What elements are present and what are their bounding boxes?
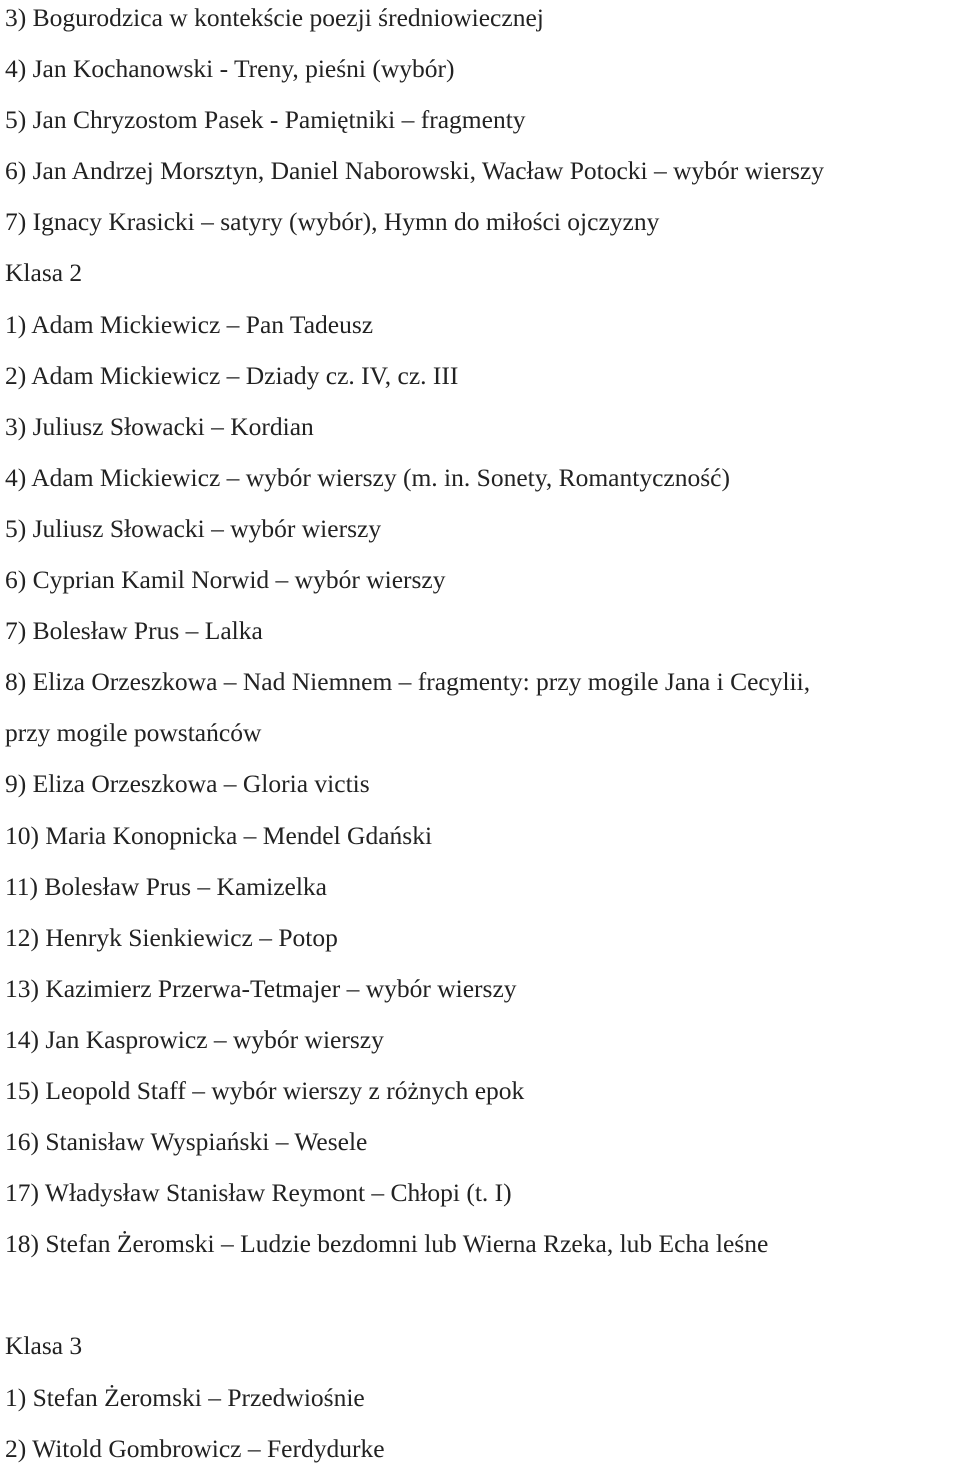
list-item: 14) Jan Kasprowicz – wybór wierszy	[5, 1024, 384, 1054]
list-item-continuation: przy mogile powstańców	[5, 718, 262, 748]
list-item: 15) Leopold Staff – wybór wierszy z różnych epok	[5, 1075, 525, 1105]
section-heading-klasa-3: Klasa 3	[5, 1331, 83, 1361]
list-item: 5) Jan Chryzostom Pasek - Pamiętniki – fragmenty	[5, 105, 526, 135]
list-item: 17) Władysław Stanisław Reymont – Chłopi (t. I)	[5, 1178, 512, 1208]
blank-line	[5, 1277, 955, 1328]
list-item: 10) Maria Konopnicka – Mendel Gdański	[5, 820, 433, 850]
list-item: 12) Henryk Sienkiewicz – Potop	[5, 922, 338, 952]
list-item: 18) Stefan Żeromski – Ludzie bezdomni lub Wierna Rzeka, lub Echa leśne	[5, 1229, 769, 1259]
list-item: 13) Kazimierz Przerwa-Tetmajer – wybór wierszy	[5, 973, 517, 1003]
list-item: 7) Bolesław Prus – Lalka	[5, 616, 263, 646]
reading-list-page	[5, 0, 955, 1482]
list-item: 6) Cyprian Kamil Norwid – wybór wierszy	[5, 565, 446, 595]
list-item: 2) Witold Gombrowicz – Ferdydurke	[5, 1433, 385, 1463]
list-item: 4) Jan Kochanowski - Treny, pieśni (wybór)	[5, 54, 455, 84]
list-item: 7) Ignacy Krasicki – satyry (wybór), Hymn do miłości ojczyzny	[5, 207, 660, 237]
list-item: 1) Adam Mickiewicz – Pan Tadeusz	[5, 309, 374, 339]
list-item: 8) Eliza Orzeszkowa – Nad Niemnem – fragmenty: przy mogile Jana i Cecylii,	[5, 667, 811, 697]
list-item: 5) Juliusz Słowacki – wybór wierszy	[5, 513, 382, 543]
list-item: 4) Adam Mickiewicz – wybór wierszy (m. in. Sonety, Romantyczność)	[5, 462, 730, 492]
list-item: 3) Bogurodzica w kontekście poezji średniowiecznej	[5, 3, 544, 32]
list-item: 6) Jan Andrzej Morsztyn, Daniel Naborowski, Wacław Potocki – wybór wierszy	[5, 156, 824, 186]
list-item: 9) Eliza Orzeszkowa – Gloria victis	[5, 769, 370, 799]
list-item: 2) Adam Mickiewicz – Dziady cz. IV, cz. III	[5, 360, 459, 390]
list-item: 16) Stanisław Wyspiański – Wesele	[5, 1127, 368, 1157]
section-heading-klasa-2: Klasa 2	[5, 258, 83, 288]
list-item: 1) Stefan Żeromski – Przedwiośnie	[5, 1382, 365, 1412]
list-item: 11) Bolesław Prus – Kamizelka	[5, 871, 327, 901]
list-item: 3) Juliusz Słowacki – Kordian	[5, 411, 314, 441]
